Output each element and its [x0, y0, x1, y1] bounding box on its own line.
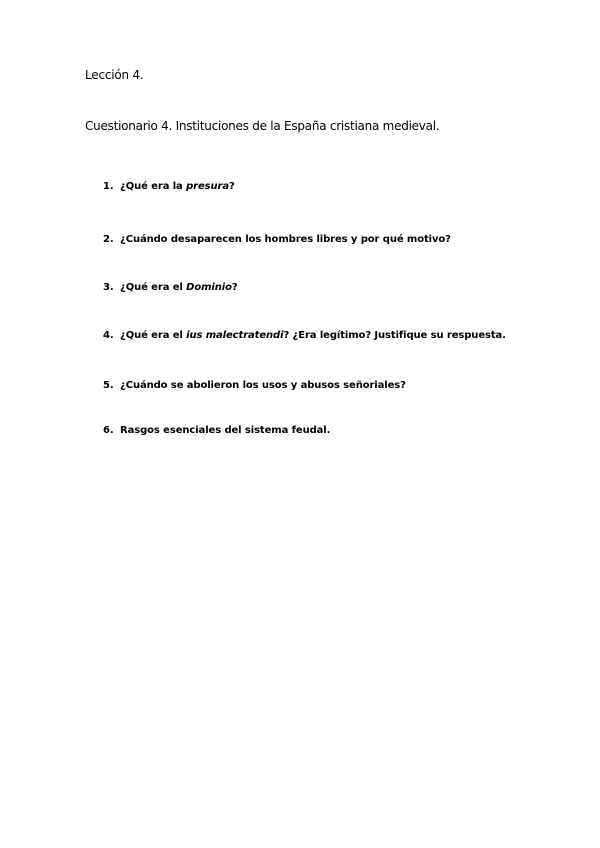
question-number: 3.: [103, 282, 114, 293]
question-number: 1.: [103, 181, 114, 192]
question-1: [103, 181, 235, 192]
question-4: [103, 330, 506, 341]
question-6: [103, 425, 330, 436]
question-text-end: ?: [231, 282, 238, 293]
question-3: [103, 282, 238, 293]
question-number: 2.: [103, 234, 114, 245]
question-5: [103, 380, 406, 391]
question-text: ¿Qué era el: [120, 330, 187, 341]
question-text: ¿Cuándo se abolieron los usos y abusos señoriales?: [120, 380, 406, 391]
question-emphasis: Dominio: [186, 282, 232, 293]
question-number: 5.: [103, 380, 114, 391]
question-number: 4.: [103, 330, 114, 341]
question-text: ¿Cuándo desaparecen los hombres libres y por qué motivo?: [120, 234, 451, 245]
question-2: [103, 234, 451, 245]
question-text-end: ?: [229, 181, 235, 192]
question-emphasis: presura: [186, 181, 230, 192]
question-number: 6.: [103, 425, 114, 436]
question-text: Rasgos esenciales del sistema feudal.: [120, 425, 331, 436]
question-text: ¿Qué era la: [120, 181, 187, 192]
question-text: ¿Qué era el: [120, 282, 187, 293]
questionnaire-title: Cuestionario 4. Instituciones de la España cristiana medieval.: [85, 119, 440, 133]
question-text-end: ? ¿Era legítimo? Justifique su respuesta.: [283, 330, 506, 341]
question-emphasis: ius malectratendi: [186, 330, 284, 341]
lesson-title: Lección 4.: [85, 68, 144, 82]
